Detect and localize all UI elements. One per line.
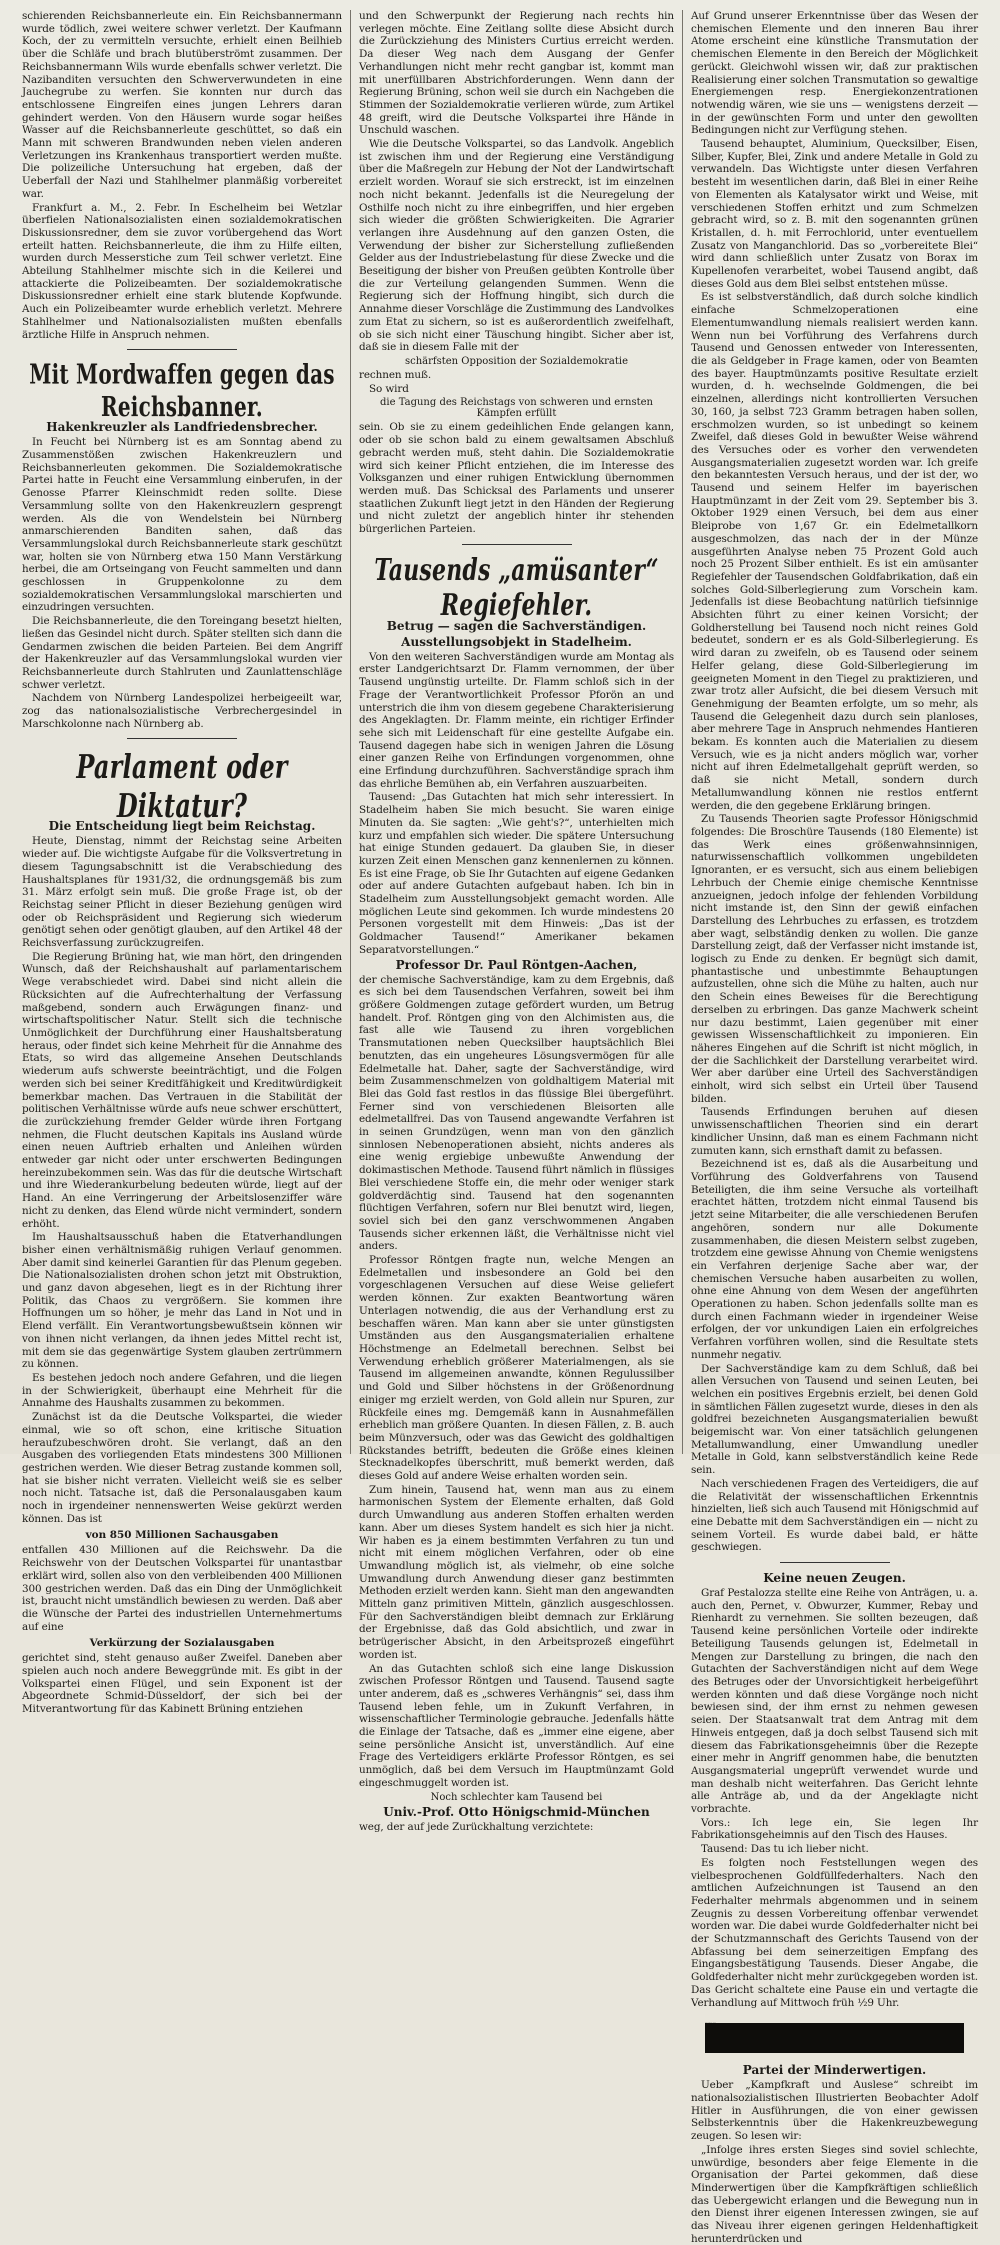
article-paragraph: Ueber „Kampfkraft und Auslese“ schreibt im nationalsozialistischen Illustrierten Beobachter Adolf Hitler in Ausführungen, die von einer gewissen Selbsterkenntnis über die Hakenkreuzbewegung zeugen. So lesen wir: bbox=[691, 2079, 978, 2143]
article-paragraph: entfallen 430 Millionen auf die Reichswehr. Da die Reichswehr von der Deutschen Volkspartei für unantastbar erklärt wird, sollen also von den verbleibenden 400 Millionen 300 gestrichen werden. Daß das ein Ding der Unmöglichkeit ist, braucht nicht umständlich bewiesen zu werden. Daß aber die Wünsche der Partei des industriellen Unternehmertums auf eine bbox=[22, 1544, 342, 1633]
article-paragraph: Professor Röntgen fragte nun, welche Mengen an Edelmetallen und insbesondere an Gold bei den vorgeschlagenen Versuchen auf diese Weise geliefert werden können. Zur exakten Beantwortung wären Unterlagen notwendig, die aus der Verhandlung erst zu beschaffen wären. Man kann aber sie unter günstigsten Umständen aus den Ausgangsmaterialien erhaltene Höchstmenge an Edelmetall berechnen. Selbst bei Verwendung erheblich größerer Materialmengen, als sie Tausend im allgemeinen anwandte, können Regulussilber und Gold und Silber höchstens in der Größenordnung einiger mg erzielt werden, von Gold allein nur Spuren, zur Rückfeile eines mg. Demgemäß kann in Ausnahmefällen erheblich man größere Quanten. In diesen Fällen, z. B. auch beim Münzversuch, oder was das Gewicht des goldhaltigen Rückstandes betrifft, bedeuten die Größe eines kleinen Stecknadelkopfes überschritt, muß bemerkt werden, daß dieses Gold auf andere Weise erhalten worden sein. bbox=[359, 1254, 674, 1483]
divider bbox=[127, 738, 237, 739]
article-paragraph: Von den weiteren Sachverständigen wurde am Montag als erster Landgerichtsarzt Dr. Flamm vernommen, der über Tausend ungünstig urteilte. Dr. Flamm schloß sich in der Frage der Verantwortlichkeit Professor Pforön an und unterstrich die ihm von diesem gegebene Charakterisierung des Angeklagten. Dr. Flamm meinte, ein richtiger Erfinder sehe sich mit Leidenschaft für eine gestellte Aufgabe ein. Tausend dagegen habe sich in wenigen Jahren die Lösung einer ganzen Reihe von Erfindungen vorgenommen, ohne eine Erfindung durchzuführen. Sachverständige sprach ihm das ehrliche Bemühen ab, ein Verfahren auszuarbeiten. bbox=[359, 650, 674, 790]
article-paragraph: Heute, Dienstag, nimmt der Reichstag seine Arbeiten wieder auf. Die wichtigste Aufgabe für die Volksvertretung in diesem Tagungsabschnitt ist die Verabschiedung des Haushaltsplanes für 1931/32, die ordnungsgemäß bis zum 31. März erfolgt sein muß. Die große Frage ist, ob der Reichstag seiner Pflicht in dieser Beziehung genügen wird oder ob Reichspräsident und Regierung sich wiederum genötigt sehen oder genötigt glauben, auf den Artikel 48 der Reichsverfassung zurückzugreifen. bbox=[22, 835, 342, 950]
article-paragraph: Nachdem von Nürnberg Landespolizei herbeigeeilt war, zog das nationalsozialistische Verbrechergesindel in Marschkolonne nach Nürnberg ab. bbox=[22, 692, 342, 730]
article-paragraph: Zum hinein, Tausend hat, wenn man aus zu einem harmonischen System der Elemente erhalten, daß Gold durch Umwandlung aus anderen Stoffen erhalten werden kann. Aber um dieses System handelt es sich hier ja nicht. Wir haben es ja einem bestimmten Verfahren zu tun und nicht mit einem möglichen Verfahren, oder ob eine Umwandlung möglich ist, als vielmehr, ob eine solche Umwandlung durch Anwendung dieser ganz bestimmten Methoden erzielt werden kann. Sieht man den angewandten Mitteln ganz primitiven Mitteln, gänzlich ausgeschlossen. Für den Sachverständigen bleibt demnach zur Erklärung der Ergebnisse, daß das Gold absichtlich, und zwar in betrügerischer Absicht, in den Arbeitsprozeß eingeführt worden ist. bbox=[359, 1483, 674, 1661]
article-paragraph: Bezeichnend ist es, daß als die Ausarbeitung und Vorführung des Goldverfahrens von Tausend Beteiligten, die ihm seine Versuche als vorteilhaft erachtet hätten, trotzdem nicht einmal Tausend bis jetzt seine Mitarbeiter, die alle verschiedenen Berufen angehören, sondern nur alle Dokumente zusammenhaben, die diesen Meistern selbst zugeben, trotzdem eine gewisse Ahnung von Chemie wenigstens ein Verfahren derjenige Sache aber war, der chemischen Versuche haben ausarbeiten zu wollen, ohne eine Ahnung von dem Wesen der angeführten Operationen zu haben. Schon jedenfalls sollte man es durch einen Fachmann wieder in irgendeiner Weise erfolgen, der vor unkundigen Laien ein erfolgreiches Verfahren vorführen wollen, sind die Resultate stets nunmehr negativ. bbox=[691, 1158, 978, 1361]
article-paragraph: Die Reichsbannerleute, die den Toreingang besetzt hielten, ließen das Gesindel nicht durch. Später stellten sich dann die Gendarmen zwischen die beiden Parteien. Bei dem Angriff der Hakenkreuzler auf das Versammlungslokal wurden vier Reichsbannerleute durch Stahlruten und Zaunlattenschläge schwer verletzt. bbox=[22, 615, 342, 691]
article-paragraph: An das Gutachten schloß sich eine lange Diskussion zwischen Professor Röntgen und Tausend. Tausend sagte unter anderem, daß es „schweres Verhängnis“ sei, dass ihm Tausend leben fehle, um in Zukunft Verfahren, in wissenschaftlicher Terminologie gebrauche. Jedenfalls hätte die Einlage der Tatsache, daß es „immer eine eigene, aber seine persönliche Ansicht ist, unverständlich. Auf eine Frage des Verteidigers erklärte Professor Röntgen, es sei unmöglich, daß bei dem Versuch im Hauptmünzamt Gold eingeschmuggelt worden ist. bbox=[359, 1662, 674, 1789]
subheadline-stadelheim: Ausstellungsobjekt in Stadelheim. bbox=[401, 634, 632, 649]
article-paragraph: „Infolge ihres ersten Sieges sind soviel schlechte, unwürdige, besonders aber feige Elemente in die Organisation der Partei gekommen, daß diese Minderwertigen über die Kampfkräftigen schließlich das Uebergewicht erlangen und die Bewegung nun in den Dienst ihrer eigenen Interessen zwingen, sie auf das Niveau ihrer eigenen geringen Heldenhaftigkeit herunterdrücken und bbox=[691, 2143, 978, 2245]
divider bbox=[462, 544, 572, 545]
inline-heading: von 850 Millionen Sachausgaben bbox=[85, 1529, 279, 1542]
inline-heading: Verkürzung der Sozialausgaben bbox=[89, 1637, 275, 1650]
column-3 bbox=[682, 10, 986, 2245]
article-paragraph: Es folgten noch Feststellungen wegen des vielbesprochenen Goldfüllfederhalters. Nach den amtlichen Aufzeichnungen ist Tausend an den Federhalter mehrmals abgenommen und in seinem Zeugnis zu dessen Vorbereitung offenbar verwendet worden war. Die dabei wurde Goldfederhalter nicht bei der Schutzmannschaft des Gerichts Tausend von der Abfassung bei dem seinerzeitigen Empfang des Eingangsbestätigung Tausends. Dieser Angabe, die Goldfederhalter nicht mehr zurückgegeben worden ist. Das Gericht schaltete eine Pause ein und vertagte die Verhandlung auf Mittwoch früh ½9 Uhr. bbox=[691, 1856, 978, 2009]
article-paragraph: So wird bbox=[369, 382, 409, 395]
article-paragraph: Zunächst ist da die Deutsche Volkspartei, die wieder einmal, wie so oft schon, eine kritische Situation heraufzubeschwören droht. Sie verlangt, daß an den Ausgaben des vorliegenden Etats mindestens 300 Millionen gestrichen werden. Wie dieser Betrag zustande kommen soll, hat sie bisher nicht verraten. Vielleicht weiß sie es selber noch nicht. Tatsache ist, daß die Personalausgaben kaum noch in irgendeiner nennenswerten Weise gekürzt werden können. Das ist bbox=[22, 1411, 342, 1525]
divider bbox=[127, 349, 237, 350]
article-paragraph: Nach verschiedenen Fragen des Verteidigers, die auf die Relativität der wissenschaftlichen Erkenntnis hinzielten, ließ sich auch Tausend mit Hönigschmid auf eine Debatte mit dem Sachverständigen ein — nicht zu seinem Vorteil. Es wurde dabei bald, er hätte geschwiegen. bbox=[691, 1477, 978, 1554]
article-paragraph: schierenden Reichsbannerleute ein. Ein Reichsbannermann wurde tödlich, zwei weitere schwer verletzt. Der Kaufmann Koch, der zu vermitteln versuchte, erhielt einen Beilhieb über die Schläfe und brach blutüberströmt zusammen. Der Reichsbannermann Wils wurde ebenfalls schwer verletzt. Die Nazibanditen versuchten den Schwerverwundeten in eine Jauchegrube zu werfen. Sie konnten nur durch das entschlossene Eingreifen eines jungen Lehrers daran gehindert werden. Von den Häusern wurde sogar heißes Wasser auf die Reichsbannerleute geschüttet, so daß ein Mann mit schweren Brandwunden neben vielen anderen Verletzungen ins Krankenhaus transportiert werden mußte. Die polizeiliche Untersuchung hat ergeben, daß der Ueberfall der Nazi und Stahlhelmer planmäßig vorbereitet war. bbox=[22, 10, 342, 200]
article-paragraph: Vors.: Ich lege ein, Sie legen Ihr Fabrikationsgeheimnis auf den Tisch des Hauses. bbox=[691, 1816, 978, 1842]
columns bbox=[14, 10, 986, 2245]
subheadline-roentgen: Professor Dr. Paul Röntgen-Aachen, bbox=[395, 957, 638, 972]
article-paragraph: sein. Ob sie zu einem gedeihlichen Ende gelangen kann, oder ob sie schon bald zu einem gewaltsamen Abschluß gebracht werden muß, steht dahin. Die Sozialdemokratie wird sich keiner Pflicht entziehen, die im Interesse des Volksganzen und einer ruhigen Entwicklung übernommen werden muß. Das Schicksal des Parlaments und unserer staatlichen Zukunft liegt jetzt in den Händen der Regierung und nicht zuletzt der angeblich hinter ihr stehenden bürgerlichen Parteien. bbox=[359, 421, 674, 536]
article-paragraph: Graf Pestalozza stellte eine Reihe von Anträgen, u. a. auch den, Pernet, v. Obwurzer, Kummer, Rebay und Rienhardt zu vernehmen. Sie sollten bezeugen, daß Tausend keine persönlichen Vorteile oder indirekte Beteiligung Tausends gelungen ist, Edelmetall in Mengen zur Darstellung zu bringen, die nach den Gutachten der Sachverständigen nicht auf dem Wege des Betruges oder der Unvorsichtigkeit herbeigeführt werden könnten und daß diese Vorgänge noch nicht bewiesen sind, der ihm ernst zu nehmen gewesen seien. Der Staatsanwalt trat dem Antrag mit dem Hinweis entgegen, daß ja doch selbst Tausend sich mit diesem das Fabrikationsgeheimnis über die Rezepte einer mehr in Angriff genommen habe, die benutzten Ausgangsmaterial ungeprüft verwendet wurde und man deshalb nicht weiterfahren. Das Gericht lehnte alle Anträge ab, und da der Angeklagte nicht vorbrachte. bbox=[691, 1587, 978, 1816]
article-paragraph: Im Haushaltsausschuß haben die Etatverhandlungen bisher einen verhältnismäßig ruhigen Verlauf genommen. Aber damit sind keinerlei Garantien für das Plenum gegeben. Die Nationalsozialisten drohen schon jetzt mit Obstruktion, und ganz davon abgesehen, liegt es in der Richtung ihrer Politik, das Chaos zu vergrößern. Sie kommen ihre Hoffnungen um so höher, je mehr das Land in Not und in Elend verfällt. Ein Verantwortungsbewußtsein können wir von ihnen nicht verlangen, da ihnen jedes Mittel recht ist, mit dem sie das gegenwärtige System glauben zertrümmern zu können. bbox=[22, 1231, 342, 1371]
article-paragraph: Tausend: Das tu ich lieber nicht. bbox=[701, 1843, 869, 1856]
column-2 bbox=[350, 10, 682, 1833]
article-paragraph: Wie die Deutsche Volkspartei, so das Landvolk. Angeblich ist zwischen ihm und der Regierung eine Verständigung über die Maßregeln zur Hebung der Not der Landwirtschaft erzielt worden. Worauf sie sich erstreckt, ist im einzelnen noch nicht bekannt. Jedenfalls ist die Neuregelung der Osthilfe noch nicht zu ihre einbegriffen, und hier ergeben sich wieder die größten Schwierigkeiten. Die Agrarier verlangen ihre Ausdehnung auf den ganzen Osten, die Verwendung der bisher zur Sicherstellung zufließenden Gelder aus der Industriebelastung für diese Zwecke und die Beseitigung der bisher von Preußen geübten Kontrolle über die zur Verteilung gelangenden Summen. Wenn die Regierung sich der Hoffnung hingibt, sich durch die Annahme dieser Vorschläge die Zustimmung des Landvolkes zum Etat zu sichern, so ist es außerordentlich zweifelhaft, ob sie sich nicht einer Täuschung hingibt. Sicher aber ist, daß sie in diesem Falle mit der bbox=[359, 138, 675, 354]
article-paragraph: Auf Grund unserer Erkenntnisse über das Wesen der chemischen Elemente und den inneren Bau ihrer Atome erscheint eine künstliche Transmutation der chemischen Elemente in den Bereich der Möglichkeit gerückt. Gleichwohl wissen wir, daß zur praktischen Realisierung einer solchen Transmutation so gewaltige Energiemengen resp. Energiekonzentrationen notwendig wären, wie sie uns — wenigstens derzeit — in der gewünschten Form und unter den gewollten Bedingungen nicht zur Verfügung stehen. bbox=[691, 10, 978, 137]
article-paragraph: Der Sachverständige kam zu dem Schluß, daß bei allen Versuchen von Tausend und seinen Leuten, bei welchen ein positives Ergebnis erzielt, bei denen Gold in sämtlichen Fällen zugesetzt wurde, dieses in den als goldfrei bezeichneten Ausgangsmaterialien bewußt beigemischt war. Von einer tatsächlich gelungenen Metallumwandlung, einer Umwandlung unedler Metalle in Gold, kann selbstverständlich keine Rede sein. bbox=[691, 1362, 978, 1477]
article-paragraph: Tausend behauptet, Aluminium, Quecksilber, Eisen, Silber, Kupfer, Blei, Zink und andere Metalle in Gold zu verwandeln. Das Wichtigste unter diesen Verfahren besteht im wesentlichen darin, daß Blei in einer Reihe von Elementen als Katalysator wirkt und Weise, mit verschiedenen Stoffen erhitzt und zum Schmelzen gebracht wird, so z. B. mit den sogenannten grünen Kristallen, d. h. mit Ferrochlorid, unter eventuellem Zusatz von Manganchlorid. Das so „vorbereitete Blei“ wird dann schließlich unter Zusatz von Borax im Kupellenofen verarbeitet, wobei Tausend angibt, daß dieses Gold aus dem Blei selbst entstehen müsse. bbox=[691, 138, 978, 290]
subheadline-hakenkreuzler: Hakenkreuzler als Landfriedensbrecher. bbox=[46, 420, 318, 435]
column-1 bbox=[14, 10, 350, 1716]
article-paragraph: Tausends Erfindungen beruhen auf diesen unwissenschaftlichen Theorien sind ein derart kindlicher Unsinn, daß man es einem Fachmann nicht zumuten kann, sich ernsthaft damit zu befassen. bbox=[691, 1106, 978, 1157]
subheadline-betrug: Betrug — sagen die Sachverständigen. bbox=[386, 618, 647, 633]
inline-emphasis: Noch schlechter kam Tausend bei bbox=[430, 1791, 603, 1803]
subheadline-reichstag: Die Entscheidung liegt beim Reichstag. bbox=[48, 819, 316, 834]
article-paragraph: Es bestehen jedoch noch andere Gefahren, und die liegen in der Schwierigkeit, überhaupt eine Mehrheit für die Annahme des Haushalts zusammen zu bekommen. bbox=[22, 1371, 342, 1410]
inline-emphasis: schärfsten Opposition der Sozialdemokratie bbox=[404, 355, 629, 367]
article-paragraph: Zu Tausends Theorien sagte Professor Hönigschmid folgendes: Die Broschüre Tausends (180 Elemente) ist das Werk eines größenwahnsinnigen, naturwissenschaftlich vollkommen ungebildeten Ignoranten, er es versucht, sich aus einem beliebigen Lehrbuch der Chemie einige chemische Kenntnisse anzueignen, jedoch infolge der fehlenden Vorbildung nicht imstande ist, den Sinn der gewiß einfachen Darstellung des Lehrbuches zu erfassen, es trotzdem aber wagt, selbständig denken zu wollen. Die ganze Darstellung zeigt, daß der Verfasser nicht imstande ist, logisch zu Ende zu denken. Er begnügt sich damit, phantastische und unbestimmte Behauptungen aufzustellen, ohne sich die Mühe zu halten, auch nur den Schein eines Beweises für die Berechtigung derselben zu erbringen. Das ganze Machwerk scheint nur dazu bestimmt, Laien gegenüber mit einer gewissen Wissenschaftlichkeit zu imponieren. Ein näheres Eingehen auf die Schrift ist nicht möglich, in der die Sachlichkeit der Darstellung verarbeitet wird. Wer aber darüber eine Urteil des Sachverständigen einholt, wird sich selbst ein Urteil über Tausend bilden. bbox=[691, 813, 978, 1105]
inline-emphasis: die Tagung des Reichstags von schweren und ernsten Kämpfen erfüllt bbox=[380, 397, 653, 420]
article-paragraph: der chemische Sachverständige, kam zu dem Ergebnis, daß es sich bei dem Tausendschen Verfahren, soweit bei ihm größere Goldmengen zutage gefördert wurden, um Betrug handelt. Prof. Röntgen ging von den Alchimisten aus, die fast alle wie Tausend zu ihren vorgeblichen Transmutationen neben Quecksilber hauptsächlich Blei benutzten, das ein ungeheures Lösungsvermögen für alle Edelmetalle hat. Daher, sagte der Sachverständige, wird beim Zusammenschmelzen von goldhaltigem Material mit Blei das Gold fast restlos in das flüssige Blei übergeführt. Ferner sind von verschiedenen Bleisorten alle edelmetallfrei. Das von Tausend angewandte Verfahren ist in seinen Grundzügen, wenn man von den gänzlich sinnlosen Nebenoperationen absieht, nichts anderes als eine wenig ergiebige unbewußte Anwendung der dokimastischen Methode. Tausend führt nämlich in flüssiges Blei verschiedene Stoffe ein, die mehr oder weniger stark goldverdächtig sind. Tausend hat den sogenannten flüchtigen Verfahren, sofern nur Blei benutzt wird, liegen, soviel sich bei den ganz verschwommenen Angaben Tausends sicher erkennen läßt, die Verhältnisse nicht viel anders. bbox=[359, 973, 674, 1253]
subheadline-minderwertige: Partei der Minderwertigen. bbox=[742, 2063, 927, 2078]
article-paragraph: Frankfurt a. M., 2. Febr. In Eschelheim bei Wetzlar überfielen Nationalsozialisten einen sozialdemokratischen Diskussionsredner, dem sie zuvor vorübergehend das Wort erteilt hatten. Reichsbannerleute, die ihm zu Hilfe eilten, wurden durch Messerstiche zum Teil schwer verletzt. Eine Abteilung Stahlhelmer mischte sich in die Keilerei und attackierte die Polizeibeamten. Der sozialdemokratische Diskussionsredner erhielt eine stark blutende Kopfwunde. Auch ein Polizeibeamter wurde erheblich verletzt. Mehrere Stahlhelmer und Nationalsozialisten mußten ebenfalls ärztliche Hilfe in Anspruch nehmen. bbox=[22, 201, 342, 341]
article-paragraph: In Feucht bei Nürnberg ist es am Sonntag abend zu Zusammenstößen zwischen Hakenkreuzlern und Reichsbannerleuten gekommen. Die Sozialdemokratische Partei hatte in Feucht eine Versammlung einberufen, in der Genosse Pfarrer Kleinschmidt reden sollte. Diese Versammlung sollte von den Hakenkreuzlern gesprengt werden. Als die von Wendelstein bei Nürnberg anmarschierenden Banditen sahen, daß das Versammlungslokal durch Reichsbannerleute stark geschützt war, holten sie von Nürnberg etwa 150 Mann Verstärkung herbei, die am Ortseingang von Feucht sammelten und dann geschlossen in Gruppenkolonne zu dem sozialdemokratischen Versammlungslokal marschierten und einzudringen versuchten. bbox=[22, 436, 342, 614]
divider bbox=[780, 1562, 890, 1563]
article-paragraph: weg, der auf jede Zurückhaltung verzichtete: bbox=[359, 1820, 594, 1833]
subheadline-zeugen: Keine neuen Zeugen. bbox=[763, 1571, 906, 1586]
headline-parlament: Parlament oder Diktatur? bbox=[76, 747, 288, 826]
article-paragraph: rechnen muß. bbox=[359, 368, 432, 381]
headline-tausend: Tausends „amüsanter“ Regiefehler. bbox=[374, 552, 659, 623]
article-paragraph: gerichtet sind, steht genauso außer Zweifel. Daneben aber spielen auch noch andere Beweggründe mit. Es gibt in der Volkspartei einen Flügel, und sein Exponent ist der Abgeordnete Schmid-Düsseldorf, der sich bei der Mitverantwortung für das Kabinett Brüning entziehen bbox=[22, 1652, 342, 1716]
article-paragraph: Die Regierung Brüning hat, wie man hört, den dringenden Wunsch, daß der Reichshaushalt auf parlamentarischem Wege verabschiedet wird. Dabei sind nicht allein die Rücksichten auf die Aufrechterhaltung der Verfassung maßgebend, sondern auch Erwägungen finanz- und wirtschaftspolitischer Natur. Stellt sich die technische Unmöglichkeit der Durchführung einer Haushaltsberatung heraus, oder findet sich keine Mehrheit für die Annahme des Etats, so wird das allgemeine Ansehen Deutschlands wiederum aufs schwerste beeinträchtigt, und die Folgen werden sich bei seiner Kreditfähigkeit und Kreditwürdigkeit bemerkbar machen. Das Vertrauen in die Stabilität der politischen Verhältnisse würde aufs neue schwer erschüttert, die zurückziehung fremder Gelder würde ihren Fortgang nehmen, die Flucht deutschen Kapitals ins Ausland würde einen neuen Auftrieb erhalten und Anleihen würden entweder gar nicht oder unter erschwerten Bedingungen hereinzubekommen sein. Was das für die deutsche Wirtschaft und ihre Wiederankurbelung bedeuten würde, liegt auf der Hand. An eine Verringerung der Arbeitslosenziffer wäre nicht zu denken, das Elend würde nicht vermindert, sondern erhöht. bbox=[22, 950, 342, 1230]
headline-mordwaffen: Mit Mordwaffen gegen das Reichsbanner. bbox=[29, 358, 335, 424]
subheadline-hoenigschmid: Univ.-Prof. Otto Hönigschmid-München bbox=[383, 1804, 650, 1819]
article-paragraph: Tausend: „Das Gutachten hat mich sehr interessiert. In Stadelheim haben Sie mich besucht. Sie waren einige Minuten da. Sie sagten: „Wie geht's?“, unterhielten mich kurz und empfahlen sich wieder. Die spätere Untersuchung hat einige Stunden gedauert. Da glauben Sie, in dieser kurzen Zeit einen Menschen ganz kennenlernen zu können. Es ist eine Frage, ob Sie Ihr Gutachten auf eigene Gedanken oder auf andere Gutachten aufgebaut haben. Ich bin in Stadelheim zum Ausstellungsobjekt gemacht worden. Alle möglichen Leute sind gekommen. Ich wurde mindestens 20 Personen vorgestellt mit dem Hinweis: „Das ist der Goldmacher Tausend!“ Amerikaner bekamen Separatvorstellungen.“ bbox=[359, 791, 674, 956]
article-paragraph: und den Schwerpunkt der Regierung nach rechts hin verlegen möchte. Eine Zeitlang sollte diese Absicht durch die Zurückziehung des Ministers Curtius erreicht werden. Da dieser Weg nach dem Ausgang der Genfer Verhandlungen nicht mehr recht gangbar ist, kommt man mit unerfüllbaren Abstrichforderungen. Wenn dann der Regierung Brüning, schon weil sie durch ein Nachgeben die Stimmen der Sozialdemokratie verlieren würde, zum Artikel 48 greift, wird die Deutsche Volkspartei ihre Hände in Unschuld waschen. bbox=[359, 10, 674, 137]
article-paragraph: Es ist selbstverständlich, daß durch solche kindlich einfache Schmelzoperationen eine Elementumwandlung niemals realisiert werden kann. Wenn nun bei Vorführung des Verfahrens durch Tausend und Genossen entweder von Interessenten, die als Geldgeber in Frage kamen, oder von Beamten des bayer. Hauptmünzamts positive Resultate erzielt wurden, d. h. wechselnde Goldmengen, die bei einzelnen, allerdings nicht kontrollierten Versuchen 30, 160, ja selbst 723 Gramm betragen haben sollen, erschmolzen wurden, so ist unbedingt so keinem Zweifel, daß dieses Gold in bewußter Weise während des Versuches oder es vorher den verwendeten Ausgangsmaterialien zugesetzt worden war. Ich greife den bekanntesten Versuch heraus, und der ist der, wo Tausend und seinem Helfer im bayerischen Hauptmünzamt in der Zeit vom 29. September bis 3. Oktober 1929 einen Versuch, bei dem aus einer Bleiprobe von 1,67 Gr. ein Edelmetallkorn ausgeschmolzen, das nach der in der Münze ausgeführten Analyse neben 75 Prozent Gold auch noch 25 Prozent Silber enthielt. Es ist ein amüsanter Regiefehler der Tausendschen Goldfabrikation, daß ein solches Gold-Silberlegierung zum Vorschein kam. Jedenfalls ist diese Beobachtung natürlich tiefsinnige Absichten führt zu einer keinen Vorsicht; der Goldherstellung bei Tausend noch nicht reines Gold bedeutet, sondern er es als Gold-Silberlegierung. Es wird daran zu zweifeln, ob es Tausend oder seinem Helfer gelang, diese Gold-Silberlegierung im geeigneten Moment in den Tiegel zu praktizieren, und zwar trotz aller Aufsicht, die bei diesem Versuch mit Genehmigung der Beamten erfolgte, um so mehr, als Tausend die Gelegenheit dazu durch sein planloses, aber mehrere Tage in Anspruch nehmendes Hantieren bekam. Es konnten auch die Materialien zu diesem Versuch, wie es ja nicht anders möglich war, vorher nicht auf ihren Edelmetallgehalt geprüft werden, so daß sie nicht Metall, sondern durch Metallumwandlung können nie restlos entfernt werden, die den gegebene Erklärung bringen. bbox=[691, 291, 978, 812]
blacked-out-masthead: Das Recht auf Arbeit bbox=[705, 2023, 964, 2053]
